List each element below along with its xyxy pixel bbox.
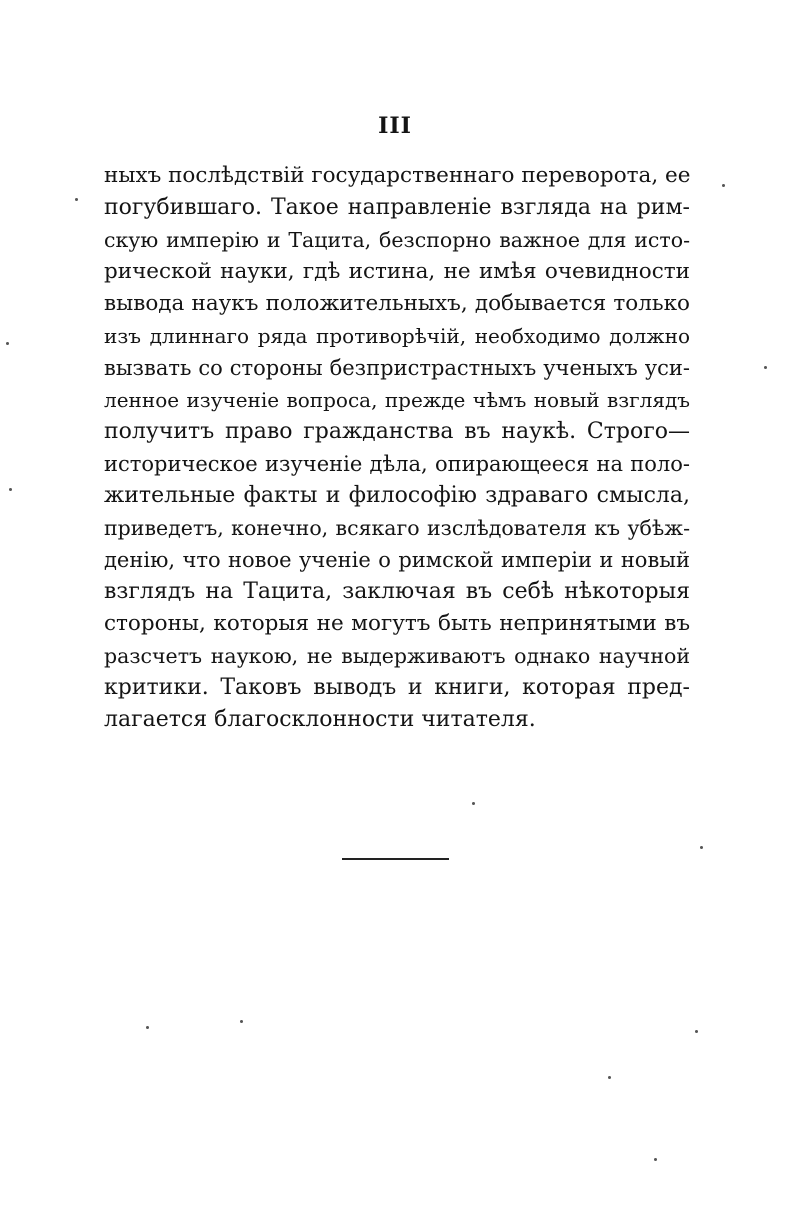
scan-speck	[146, 1026, 149, 1029]
text-line: разсчетъ наукою, не выдерживаютъ однако научной	[104, 644, 690, 668]
text-line: погубившаго. Такое направленіе взгляда на рим-	[104, 195, 690, 220]
text-line: рической науки, гдѣ истина, не имѣя очевидности	[104, 259, 690, 284]
text-line: изъ длиннаго ряда противорѣчій, необходимо должно	[104, 324, 690, 348]
section-divider	[342, 858, 449, 860]
scan-speck	[764, 366, 767, 369]
text-line: получитъ право гражданства въ наукѣ. Строго—	[104, 419, 690, 444]
text-line: скую имперію и Тацита, безспорно важное для исто-	[104, 228, 690, 252]
text-line: приведетъ, конечно, всякаго изслѣдователя къ убѣж-	[104, 516, 690, 540]
text-line: взглядъ на Тацита, заключая въ себѣ нѣкоторыя	[104, 579, 690, 604]
text-line: историческое изученіе дѣла, опирающееся на поло-	[104, 452, 690, 476]
text-line: ныхъ послѣдствій государственнаго переворота, ее	[104, 163, 691, 188]
text-line: вызвать со стороны безпристрастныхъ ученыхъ уси-	[104, 356, 690, 380]
scan-speck	[9, 488, 12, 491]
scan-speck	[608, 1076, 611, 1079]
text-line: денію, что новое ученіе о римской имперіи и новый	[104, 548, 690, 572]
text-line: жительные факты и философію здраваго смысла,	[104, 483, 690, 508]
scan-speck	[722, 184, 725, 187]
scan-speck	[695, 1030, 698, 1033]
scan-speck	[700, 846, 703, 849]
scan-speck	[654, 1158, 657, 1161]
text-line: вывода наукъ положительныхъ, добывается только	[104, 291, 690, 316]
scan-speck	[472, 802, 475, 805]
scan-speck	[6, 342, 9, 345]
scan-speck	[75, 198, 78, 201]
text-line-last: лагается благосклонности читателя.	[104, 707, 536, 732]
text-line: критики. Таковъ выводъ и книги, которая пред-	[104, 675, 690, 700]
text-line: стороны, которыя не могутъ быть непринятыми въ	[104, 611, 690, 636]
text-line: ленное изученіе вопроса, прежде чѣмъ новый взглядъ	[104, 388, 690, 412]
body-text	[104, 160, 690, 736]
scan-speck	[240, 1020, 243, 1023]
page-number: III	[378, 113, 412, 139]
